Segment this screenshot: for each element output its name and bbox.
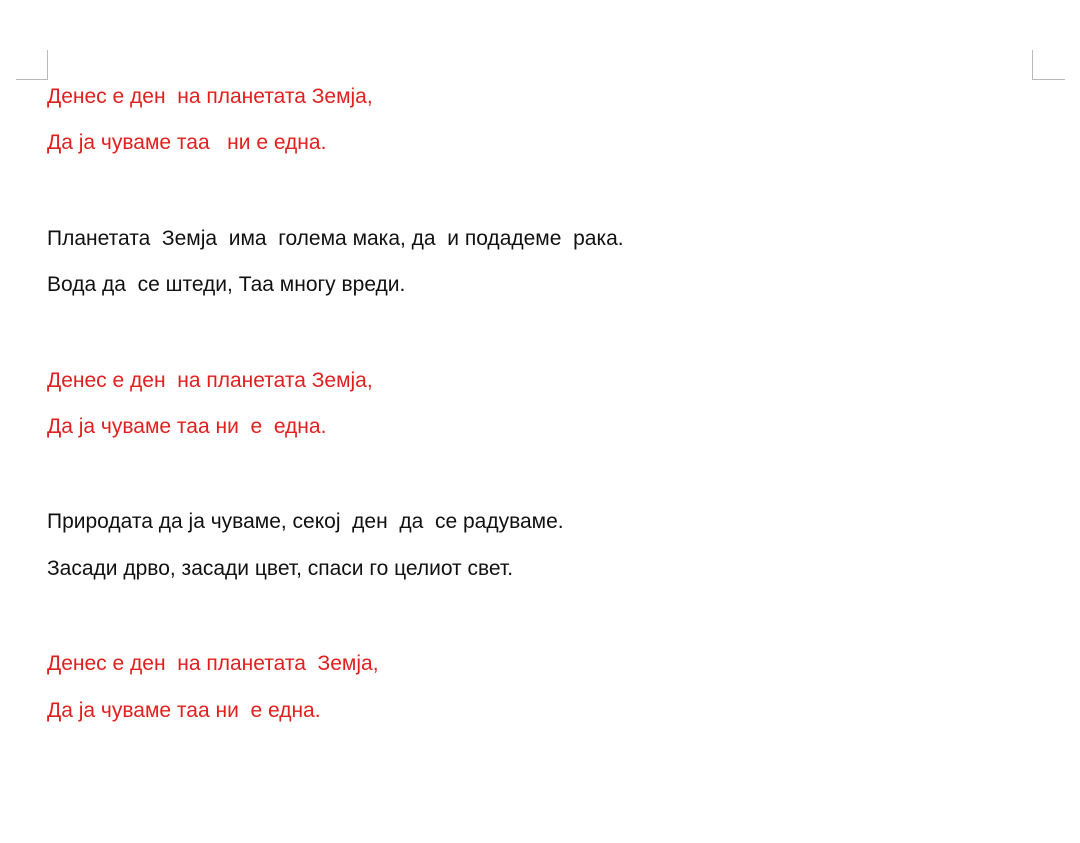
refrain-3-line-2: Да ја чуваме таа ни е една. xyxy=(47,699,321,722)
refrain-1-line-2: Да ја чуваме таа ни е една. xyxy=(47,131,327,154)
top-right-margin-mark xyxy=(1032,50,1065,80)
top-left-margin-mark xyxy=(16,50,48,80)
refrain-3-line-1: Денес е ден на планетата Земја, xyxy=(47,652,379,675)
verse-2-line-1: Природата да ја чуваме, секој ден да се радуваме. xyxy=(47,510,564,533)
refrain-2-line-1: Денес е ден на планетата Земја, xyxy=(47,369,373,392)
verse-1-line-2: Вода да се штеди, Таа многу вреди. xyxy=(47,273,406,296)
verse-2-line-2: Засади дрво, засади цвет, спаси го целиот свет. xyxy=(47,557,514,580)
refrain-2-line-2: Да ја чуваме таа ни е една. xyxy=(47,415,327,438)
refrain-1-line-1: Денес е ден на планетата Земја, xyxy=(47,85,373,108)
verse-1-line-1: Планетата Земја има голема мака, да и подадеме рака. xyxy=(47,227,624,250)
